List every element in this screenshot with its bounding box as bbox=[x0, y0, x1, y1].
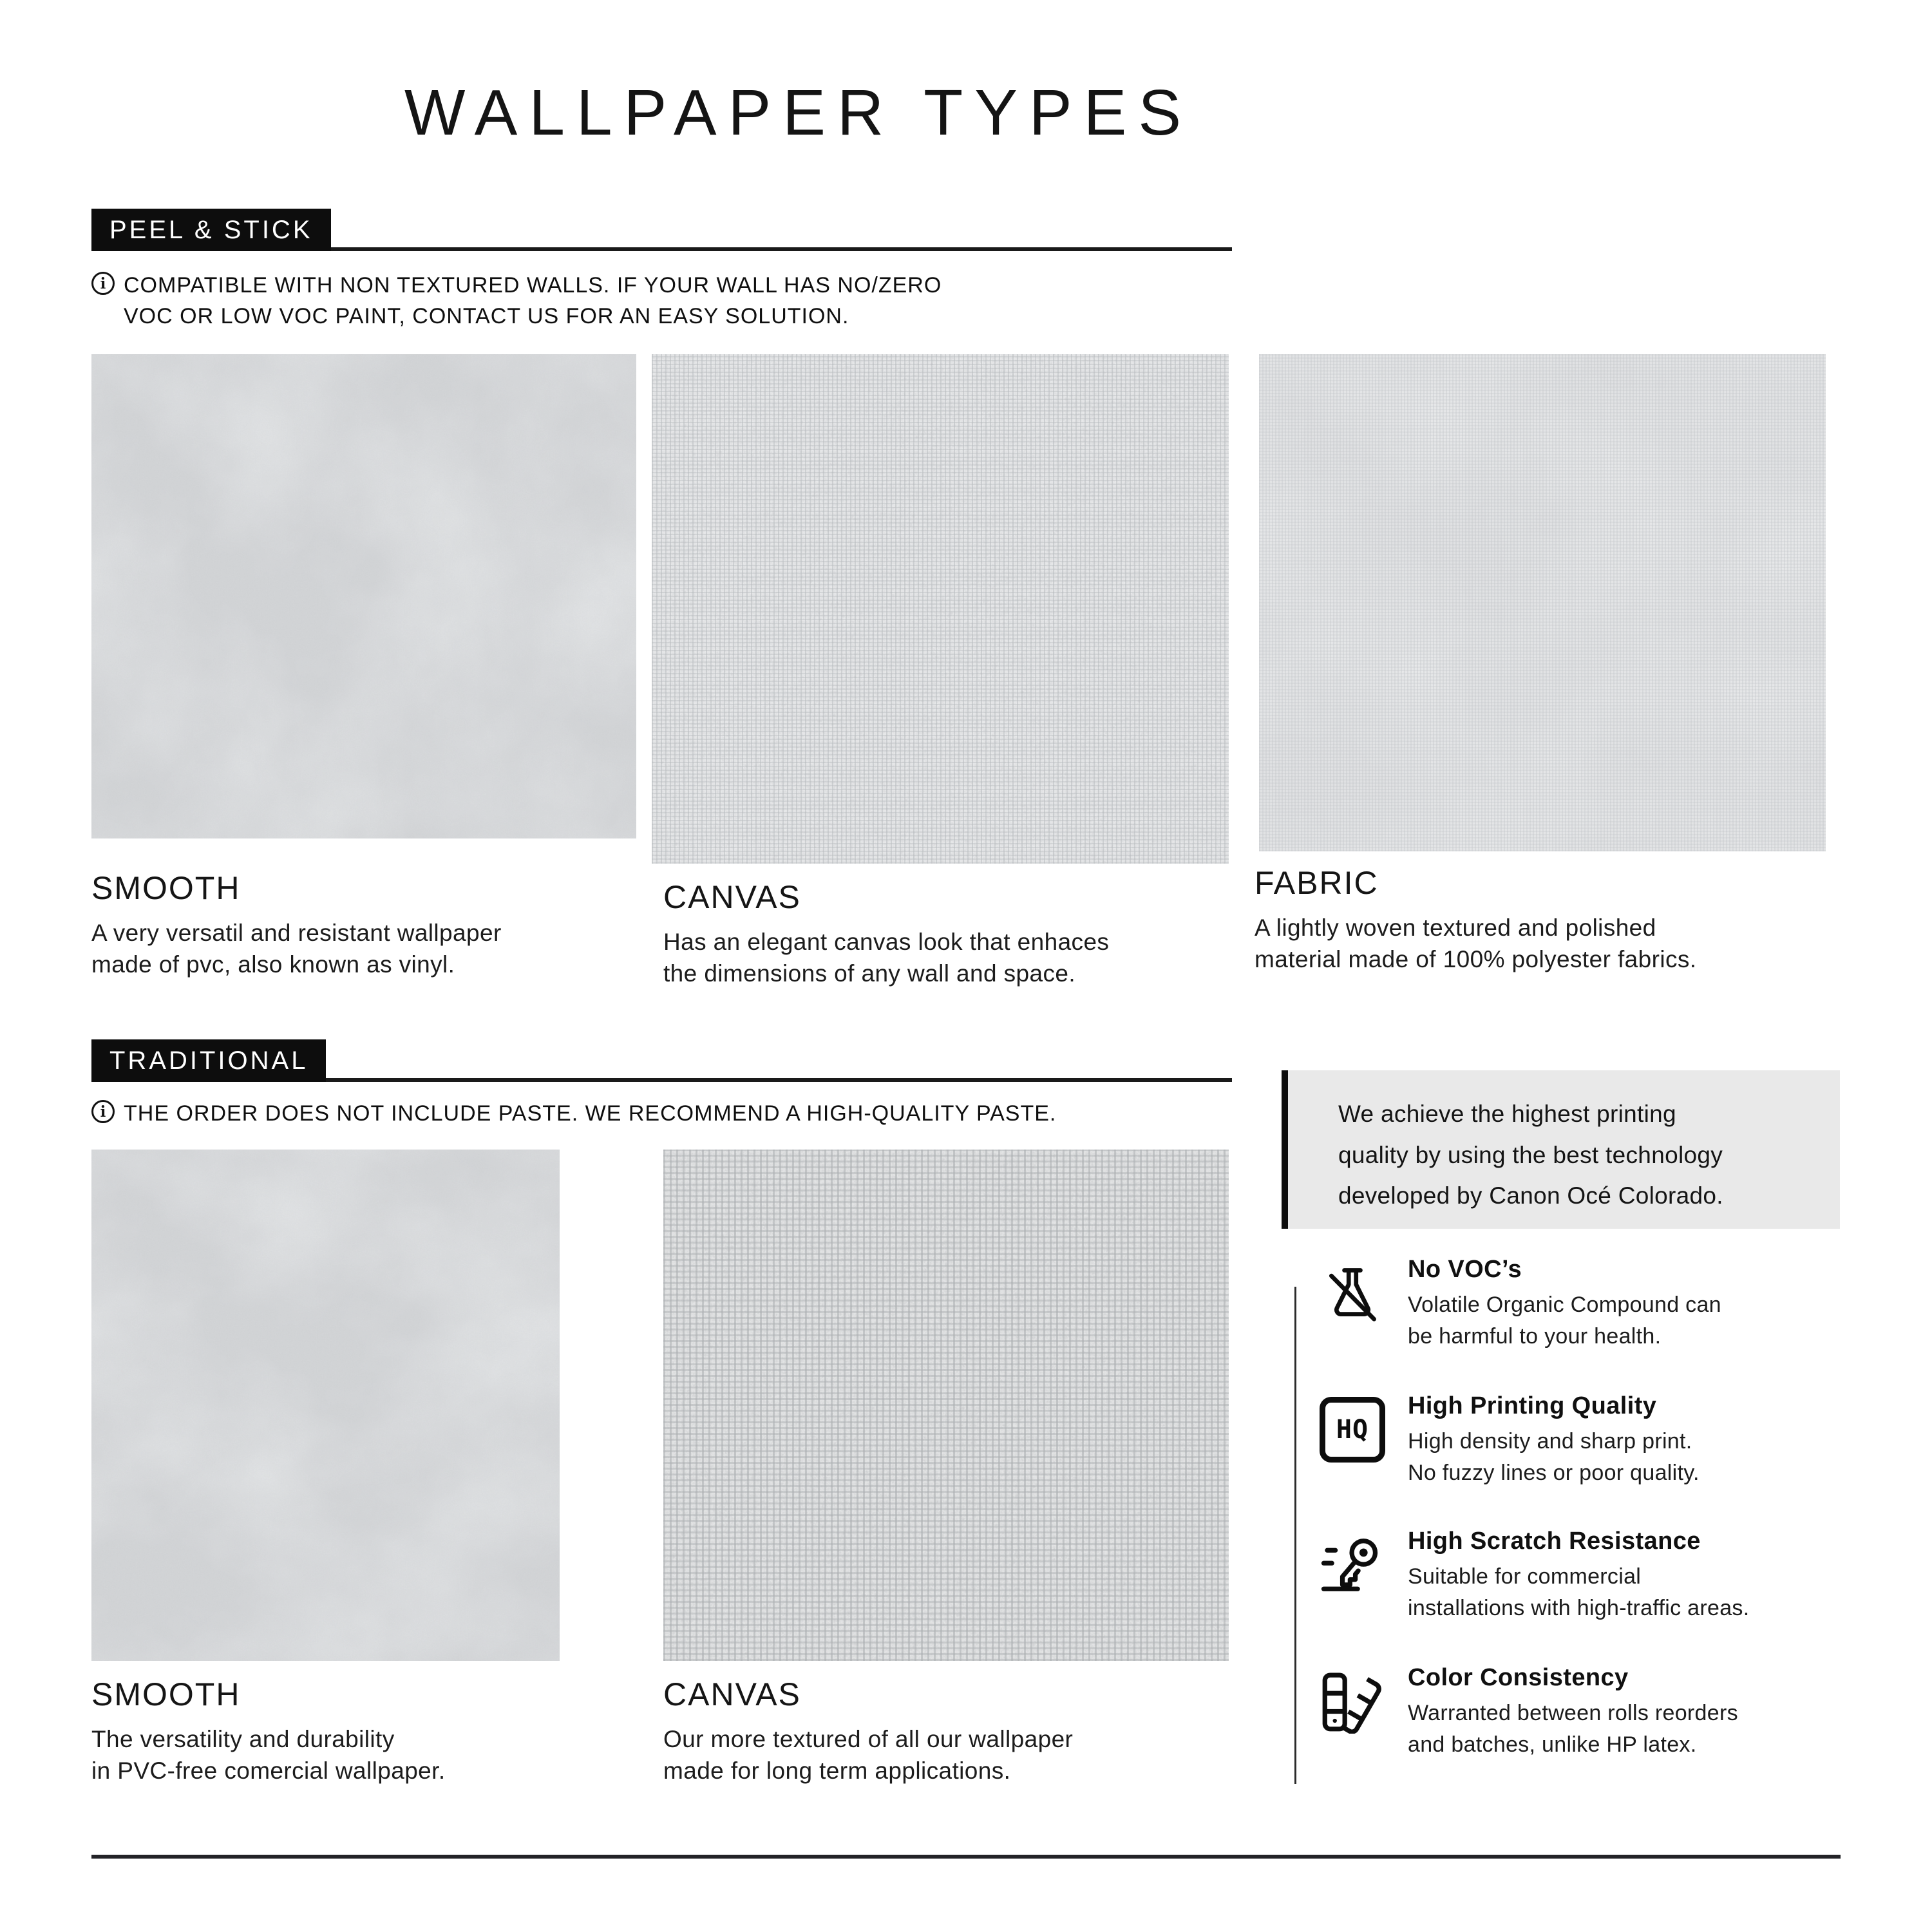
caption-peel-smooth bbox=[91, 869, 658, 980]
quality-statement-panel bbox=[1282, 1070, 1840, 1229]
no-voc-flask-icon bbox=[1319, 1260, 1386, 1327]
feature-high-printing-quality bbox=[1319, 1392, 1859, 1488]
fabric-texture bbox=[1259, 354, 1826, 851]
features-divider bbox=[1294, 1287, 1296, 1784]
feature-description: Warranted between rolls reorders and batches, unlike HP latex. bbox=[1408, 1701, 1738, 1757]
peel-stick-note bbox=[91, 270, 1122, 332]
swatch-peel-fabric bbox=[1259, 354, 1826, 851]
quality-statement: We achieve the highest printing quality by using the best technology developed by Canon Océ Colorado. bbox=[1338, 1101, 1723, 1209]
bottom-rule bbox=[91, 1855, 1841, 1859]
swatch-peel-canvas bbox=[652, 354, 1229, 864]
feature-title: High Scratch Resistance bbox=[1408, 1528, 1701, 1555]
swatch-traditional-smooth bbox=[91, 1150, 560, 1661]
caption-traditional-smooth bbox=[91, 1676, 645, 1786]
caption-traditional-canvas bbox=[663, 1676, 1243, 1786]
swatch-peel-smooth bbox=[91, 354, 636, 838]
feature-high-scratch-resistance bbox=[1319, 1528, 1859, 1624]
canvas-texture bbox=[652, 354, 1229, 864]
swatch-title: CANVAS bbox=[663, 1676, 801, 1712]
swatch-description: Has an elegant canvas look that enhaces the dimensions of any wall and space. bbox=[663, 929, 1110, 987]
caption-peel-fabric bbox=[1255, 864, 1834, 975]
swatch-traditional-canvas bbox=[663, 1150, 1229, 1661]
swatch-title: FABRIC bbox=[1255, 865, 1379, 901]
smooth-texture bbox=[91, 1150, 560, 1661]
info-icon: i bbox=[91, 272, 115, 295]
peel-stick-note-text: COMPATIBLE WITH NON TEXTURED WALLS. IF YOUR WALL HAS NO/ZERO VOC OR LOW VOC PAINT, CONTACT US FOR AN EASY SOLUTION. bbox=[124, 273, 942, 328]
canvas-rough-texture bbox=[663, 1150, 1229, 1661]
swatch-description: A very versatil and resistant wallpaper made of pvc, also known as vinyl. bbox=[91, 920, 502, 978]
traditional-note bbox=[91, 1099, 1251, 1130]
feature-description: High density and sharp print. No fuzzy lines or poor quality. bbox=[1408, 1429, 1700, 1485]
feature-title: Color Consistency bbox=[1408, 1664, 1629, 1691]
traditional-note-text: THE ORDER DOES NOT INCLUDE PASTE. WE RECOMMEND A HIGH-QUALITY PASTE. bbox=[124, 1101, 1057, 1126]
page-title: WALLPAPER TYPES bbox=[404, 77, 1193, 149]
section-tag-peel-stick: PEEL & STICK bbox=[91, 209, 331, 251]
swatch-description: The versatility and durability in PVC-free comercial wallpaper. bbox=[91, 1726, 446, 1785]
swatch-title: SMOOTH bbox=[91, 870, 241, 906]
feature-title: No VOC’s bbox=[1408, 1256, 1522, 1283]
color-swatches-icon bbox=[1319, 1668, 1386, 1735]
section-tag-traditional: TRADITIONAL bbox=[91, 1039, 326, 1082]
swatch-description: Our more textured of all our wallpaper made for long term applications. bbox=[663, 1726, 1074, 1785]
smooth-texture bbox=[91, 354, 636, 838]
feature-title: High Printing Quality bbox=[1408, 1392, 1657, 1419]
swatch-title: SMOOTH bbox=[91, 1676, 241, 1712]
info-icon: i bbox=[91, 1100, 115, 1123]
swatch-description: A lightly woven textured and polished material made of 100% polyester fabrics. bbox=[1255, 914, 1697, 973]
hq-badge-icon bbox=[1319, 1396, 1386, 1463]
key-scratch-icon bbox=[1319, 1531, 1386, 1598]
swatch-title: CANVAS bbox=[663, 879, 801, 915]
caption-peel-canvas bbox=[663, 878, 1243, 989]
hq-label: HQ bbox=[1336, 1415, 1369, 1444]
feature-no-voc bbox=[1319, 1256, 1859, 1352]
feature-description: Volatile Organic Compound can be harmful to your health. bbox=[1408, 1293, 1721, 1349]
feature-color-consistency bbox=[1319, 1664, 1859, 1760]
feature-description: Suitable for commercial installations with high-traffic areas. bbox=[1408, 1564, 1750, 1620]
